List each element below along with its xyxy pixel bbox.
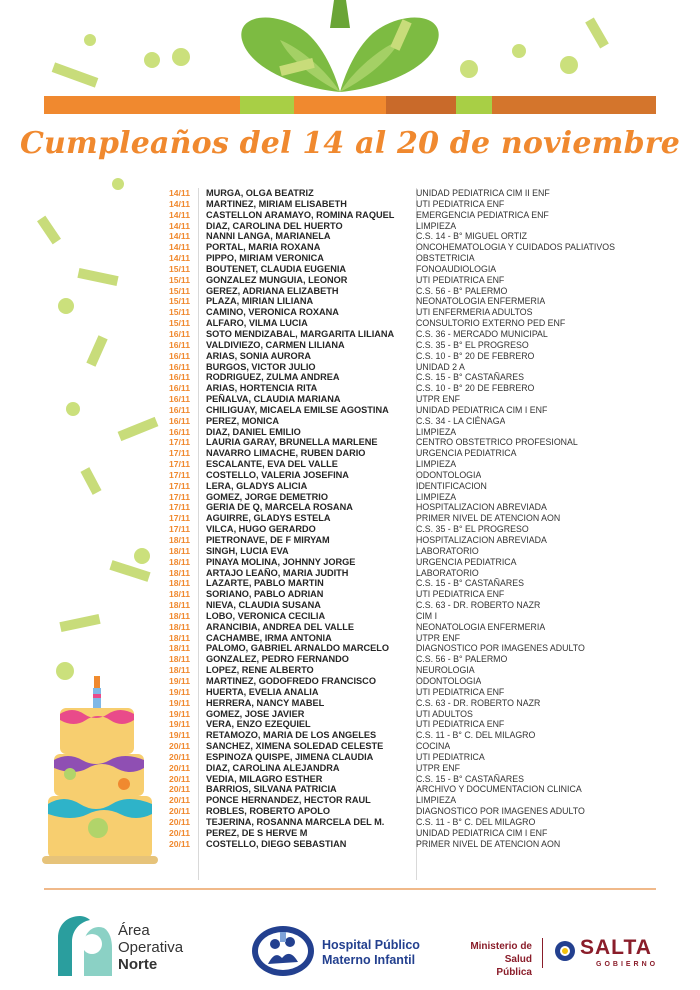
birthday-row bbox=[150, 828, 650, 839]
birthday-name: HERRERA, NANCY MABEL bbox=[206, 697, 325, 708]
birthday-name: MARTINEZ, MIRIAM ELISABETH bbox=[206, 198, 347, 209]
birthday-date: 16/11 bbox=[168, 328, 190, 339]
birthday-row bbox=[150, 741, 650, 752]
birthday-row bbox=[150, 210, 650, 221]
birthday-service: C.S. 36 - MERCADO MUNICIPAL bbox=[416, 328, 548, 339]
birthday-service: COCINA bbox=[416, 741, 451, 752]
birthday-name: HUERTA, EVELIA ANALIA bbox=[206, 686, 319, 697]
birthday-date: 18/11 bbox=[168, 556, 190, 567]
birthday-name: SINGH, LUCIA EVA bbox=[206, 545, 289, 556]
birthday-name: TEJERINA, ROSANNA MARCELA DEL M. bbox=[206, 816, 385, 827]
birthday-row bbox=[150, 362, 650, 373]
birthday-service: UTPR ENF bbox=[416, 394, 460, 405]
birthday-list bbox=[150, 188, 650, 849]
birthday-cake-icon bbox=[42, 676, 162, 866]
birthday-row bbox=[150, 448, 650, 459]
birthday-name: LERA, GLADYS ALICIA bbox=[206, 480, 308, 491]
birthday-row bbox=[150, 394, 650, 405]
birthday-name: VILCA, HUGO GERARDO bbox=[206, 524, 316, 535]
birthday-service: C.S. 11 - B° C. DEL MILAGRO bbox=[416, 730, 536, 741]
birthday-date: 20/11 bbox=[168, 816, 190, 827]
ministry-line-1: Ministerio de bbox=[470, 941, 532, 952]
birthday-service: UTI PEDIATRICA ENF bbox=[416, 589, 505, 600]
birthday-name: ARIAS, SONIA AURORA bbox=[206, 350, 311, 361]
birthday-row bbox=[150, 535, 650, 546]
birthday-date: 15/11 bbox=[168, 318, 190, 329]
birthday-service: C.S. 56 - B° PALERMO bbox=[416, 654, 508, 665]
birthday-name: GOMEZ, JOSE JAVIER bbox=[206, 708, 305, 719]
birthday-row bbox=[150, 763, 650, 774]
birthday-row bbox=[150, 264, 650, 275]
gobierno-wordmark: GOBIERNO bbox=[596, 961, 659, 968]
birthday-row bbox=[150, 730, 650, 741]
page-title: Cumpleaños del 14 al 20 de noviembre bbox=[19, 126, 681, 161]
birthday-row bbox=[150, 296, 650, 307]
birthday-name: LAURIA GARAY, BRUNELLA MARLENE bbox=[206, 437, 378, 448]
birthday-row bbox=[150, 199, 650, 210]
birthday-row bbox=[150, 676, 650, 687]
birthday-row bbox=[150, 709, 650, 720]
birthday-date: 20/11 bbox=[168, 806, 190, 817]
hospital-logo-icon bbox=[250, 924, 316, 978]
birthday-name: NANNI LANGA, MARIANELA bbox=[206, 231, 331, 242]
birthday-date: 14/11 bbox=[168, 231, 190, 242]
birthday-row bbox=[150, 416, 650, 427]
birthday-row bbox=[150, 795, 650, 806]
birthday-date: 16/11 bbox=[168, 415, 190, 426]
confetti-strip bbox=[80, 467, 101, 495]
salta-wordmark: SALTA bbox=[580, 936, 652, 959]
birthday-name: DIAZ, CAROLINA ALEJANDRA bbox=[206, 762, 340, 773]
birthday-service: URGENCIA PEDIATRICA bbox=[416, 448, 517, 459]
birthday-date: 18/11 bbox=[168, 600, 190, 611]
birthday-row bbox=[150, 611, 650, 622]
birthday-name: GONZALEZ MUNGUIA, LEONOR bbox=[206, 274, 348, 285]
birthday-name: VEDIA, MILAGRO ESTHER bbox=[206, 773, 323, 784]
salta-sun-icon bbox=[554, 940, 576, 962]
birthday-row bbox=[150, 784, 650, 795]
birthday-service: ODONTOLOGIA bbox=[416, 675, 482, 686]
birthday-service: LIMPIEZA bbox=[416, 795, 457, 806]
birthday-date: 17/11 bbox=[168, 459, 190, 470]
birthday-row bbox=[150, 568, 650, 579]
birthday-name: COSTELLO, VALERIA JOSEFINA bbox=[206, 469, 349, 480]
confetti-dot bbox=[512, 44, 526, 58]
confetti-strip bbox=[59, 614, 100, 632]
birthday-name: PINAYA MOLINA, JOHNNY JORGE bbox=[206, 556, 356, 567]
birthday-date: 20/11 bbox=[168, 784, 190, 795]
birthday-service: UNIDAD PEDIATRICA CIM I ENF bbox=[416, 404, 548, 415]
birthday-service: URGENCIA PEDIATRICA bbox=[416, 556, 517, 567]
birthday-name: BURGOS, VICTOR JULIO bbox=[206, 361, 316, 372]
birthday-row bbox=[150, 242, 650, 253]
birthday-date: 20/11 bbox=[168, 827, 190, 838]
ministry-line-2: Salud Pública bbox=[496, 954, 532, 978]
birthday-name: BOUTENET, CLAUDIA EUGENIA bbox=[206, 263, 347, 274]
ministry-text bbox=[470, 940, 532, 979]
birthday-service: C.S. 10 - B° 20 DE FEBRERO bbox=[416, 383, 535, 394]
birthday-name: MARTINEZ, GODOFREDO FRANCISCO bbox=[206, 675, 376, 686]
birthday-service: LIMPIEZA bbox=[416, 459, 457, 470]
birthday-date: 15/11 bbox=[168, 274, 190, 285]
birthday-row bbox=[150, 437, 650, 448]
birthday-row bbox=[150, 513, 650, 524]
birthday-row bbox=[150, 578, 650, 589]
birthday-service: CENTRO OBSTETRICO PROFESIONAL bbox=[416, 437, 578, 448]
birthday-row bbox=[150, 275, 650, 286]
birthday-row bbox=[150, 470, 650, 481]
birthday-row bbox=[150, 188, 650, 199]
birthday-service: NEONATOLOGIA ENFERMERIA bbox=[416, 621, 546, 632]
birthday-date: 17/11 bbox=[168, 448, 190, 459]
birthday-row bbox=[150, 589, 650, 600]
birthday-row bbox=[150, 372, 650, 383]
birthday-name: PALOMO, GABRIEL ARNALDO MARCELO bbox=[206, 643, 390, 654]
birthday-date: 18/11 bbox=[168, 610, 190, 621]
area-operativa-logo-icon bbox=[54, 914, 114, 976]
birthday-service: PRIMER NIVEL DE ATENCION AON bbox=[416, 513, 561, 524]
birthday-service: UTPR ENF bbox=[416, 632, 460, 643]
confetti-dot bbox=[560, 56, 578, 74]
birthday-service: HOSPITALIZACION ABREVIADA bbox=[416, 535, 547, 545]
birthday-name: BARRIOS, SILVANA PATRICIA bbox=[206, 784, 337, 795]
birthday-row bbox=[150, 318, 650, 329]
birthday-row bbox=[150, 687, 650, 698]
birthday-service: CIM I bbox=[416, 610, 438, 621]
birthday-service: UTI PEDIATRICA bbox=[416, 751, 485, 762]
birthday-date: 19/11 bbox=[168, 686, 190, 697]
birthday-date: 15/11 bbox=[168, 263, 190, 274]
birthday-row bbox=[150, 774, 650, 785]
birthday-date: 19/11 bbox=[168, 697, 190, 708]
birthday-service: UTI PEDIATRICA ENF bbox=[416, 686, 505, 697]
area-line-2: Operativa bbox=[118, 939, 184, 956]
birthday-date: 19/11 bbox=[168, 730, 190, 741]
area-line-1: Área bbox=[118, 922, 150, 939]
birthday-date: 14/11 bbox=[168, 253, 190, 264]
birthday-service: UTI ENFERMERIA ADULTOS bbox=[416, 307, 533, 318]
birthday-name: ARTAJO LEAÑO, MARIA JUDITH bbox=[206, 567, 349, 578]
birthday-date: 19/11 bbox=[168, 719, 190, 730]
birthday-service: NEONATOLOGIA ENFERMERIA bbox=[416, 296, 546, 307]
confetti-dot bbox=[460, 60, 478, 78]
birthday-row bbox=[150, 654, 650, 665]
birthday-name: NAVARRO LIMACHE, RUBEN DARIO bbox=[206, 448, 366, 459]
birthday-service: LIMPIEZA bbox=[416, 220, 457, 231]
birthday-service: UTI PEDIATRICA ENF bbox=[416, 198, 505, 209]
birthday-date: 20/11 bbox=[168, 838, 190, 849]
birthday-row bbox=[150, 340, 650, 351]
hospital-logo-text bbox=[322, 938, 420, 968]
birthday-name: SANCHEZ, XIMENA SOLEDAD CELESTE bbox=[206, 741, 384, 752]
birthday-row bbox=[150, 817, 650, 828]
birthday-service: UTI ADULTOS bbox=[416, 708, 473, 719]
birthday-service: UNIDAD PEDIATRICA CIM I ENF bbox=[416, 827, 548, 838]
birthday-date: 18/11 bbox=[168, 665, 190, 676]
birthday-date: 15/11 bbox=[168, 285, 190, 296]
birthday-row bbox=[150, 221, 650, 232]
footer-divider bbox=[44, 888, 656, 890]
birthday-service: LABORATORIO bbox=[416, 567, 479, 578]
birthday-row bbox=[150, 253, 650, 264]
birthday-date: 16/11 bbox=[168, 404, 190, 415]
birthday-name: ESCALANTE, EVA DEL VALLE bbox=[206, 459, 338, 470]
gift-bow-icon bbox=[230, 0, 450, 100]
birthday-date: 14/11 bbox=[168, 198, 190, 209]
birthday-name: CHILIGUAY, MICAELA EMILSE AGOSTINA bbox=[206, 404, 389, 415]
area-line-3: Norte bbox=[118, 956, 158, 973]
birthday-service: FONOAUDIOLOGIA bbox=[416, 263, 497, 274]
birthday-service: C.S. 10 - B° 20 DE FEBRERO bbox=[416, 350, 535, 361]
birthday-date: 17/11 bbox=[168, 437, 190, 448]
birthday-service: UNIDAD 2 A bbox=[416, 361, 465, 372]
birthday-row bbox=[150, 546, 650, 557]
birthday-name: ALFARO, VILMA LUCIA bbox=[206, 318, 308, 329]
hospital-line-1: Hospital Público bbox=[322, 938, 420, 952]
birthday-row bbox=[150, 698, 650, 709]
birthday-row bbox=[150, 405, 650, 416]
area-logo-text bbox=[118, 922, 183, 973]
birthday-service: ONCOHEMATOLOGIA Y CUIDADOS PALIATIVOS bbox=[416, 242, 615, 253]
birthday-date: 18/11 bbox=[168, 545, 190, 556]
birthday-row bbox=[150, 524, 650, 535]
birthday-date: 18/11 bbox=[168, 578, 190, 589]
birthday-service: HOSPITALIZACION ABREVIADA bbox=[416, 502, 547, 513]
birthday-date: 17/11 bbox=[168, 502, 190, 513]
birthday-name: ARIAS, HORTENCIA RITA bbox=[206, 383, 318, 394]
confetti-strip bbox=[37, 216, 61, 245]
birthday-name: VALDIVIEZO, CARMEN LILIANA bbox=[206, 339, 345, 350]
birthday-name: LOBO, VERONICA CECILIA bbox=[206, 610, 326, 621]
birthday-date: 20/11 bbox=[168, 773, 190, 784]
birthday-name: LAZARTE, PABLO MARTIN bbox=[206, 578, 324, 589]
birthday-date: 16/11 bbox=[168, 361, 190, 372]
birthday-date: 16/11 bbox=[168, 372, 190, 383]
birthday-name: CACHAMBE, IRMA ANTONIA bbox=[206, 632, 332, 643]
birthday-row bbox=[150, 752, 650, 763]
birthday-date: 16/11 bbox=[168, 426, 190, 437]
ministry-separator bbox=[542, 938, 543, 968]
birthday-service: C.S. 15 - B° CASTAÑARES bbox=[416, 773, 524, 784]
birthday-date: 17/11 bbox=[168, 469, 190, 480]
confetti-dot bbox=[84, 34, 96, 46]
birthday-service: CONSULTORIO EXTERNO PED ENF bbox=[416, 318, 566, 329]
confetti-strip bbox=[585, 18, 609, 49]
birthday-service: DIAGNOSTICO POR IMAGENES ADULTO bbox=[416, 643, 585, 654]
birthday-name: GONZALEZ, PEDRO FERNANDO bbox=[206, 654, 349, 665]
birthday-name: GEREZ, ADRIANA ELIZABETH bbox=[206, 285, 339, 296]
birthday-row bbox=[150, 492, 650, 503]
birthday-service: UTPR ENF bbox=[416, 762, 460, 773]
birthday-service: EMERGENCIA PEDIATRICA ENF bbox=[416, 209, 549, 220]
birthday-row bbox=[150, 839, 650, 850]
confetti-dot bbox=[58, 298, 74, 314]
confetti-strip bbox=[77, 268, 118, 286]
birthday-name: PEÑALVA, CLAUDIA MARIANA bbox=[206, 394, 341, 405]
birthday-name: SORIANO, PABLO ADRIAN bbox=[206, 589, 324, 600]
birthday-row bbox=[150, 600, 650, 611]
birthday-row bbox=[150, 719, 650, 730]
birthday-service: LIMPIEZA bbox=[416, 426, 457, 437]
birthday-date: 16/11 bbox=[168, 394, 190, 405]
gift-ribbon-band bbox=[44, 96, 656, 114]
birthday-name: ROBLES, ROBERTO APOLO bbox=[206, 806, 331, 817]
birthday-name: CAMINO, VERONICA ROXANA bbox=[206, 307, 339, 318]
birthday-date: 19/11 bbox=[168, 708, 190, 719]
birthday-service: C.S. 56 - B° PALERMO bbox=[416, 285, 508, 296]
confetti-dot bbox=[172, 48, 190, 66]
birthday-name: NIEVA, CLAUDIA SUSANA bbox=[206, 600, 321, 611]
birthday-date: 15/11 bbox=[168, 296, 190, 307]
birthday-row bbox=[150, 481, 650, 492]
birthday-name: GOMEZ, JORGE DEMETRIO bbox=[206, 491, 328, 502]
birthday-service: NEUROLOGIA bbox=[416, 665, 475, 676]
birthday-name: PEREZ, MONICA bbox=[206, 415, 279, 426]
confetti-strip bbox=[52, 62, 99, 87]
birthday-date: 16/11 bbox=[168, 383, 190, 394]
birthday-date: 17/11 bbox=[168, 524, 190, 535]
birthday-row bbox=[150, 557, 650, 568]
birthday-name: LOPEZ, RENE ALBERTO bbox=[206, 665, 314, 676]
confetti-dot bbox=[66, 402, 80, 416]
birthday-service: C.S. 63 - DR. ROBERTO NAZR bbox=[416, 697, 541, 708]
birthday-name: ESPINOZA QUISPE, JIMENA CLAUDIA bbox=[206, 751, 374, 762]
confetti-dot bbox=[112, 178, 124, 190]
birthday-date: 18/11 bbox=[168, 589, 190, 600]
birthday-service: C.S. 14 - B° MIGUEL ORTIZ bbox=[416, 231, 528, 242]
birthday-date: 18/11 bbox=[168, 621, 190, 632]
birthday-name: VERA, ENZO EZEQUIEL bbox=[206, 719, 311, 730]
birthday-row bbox=[150, 383, 650, 394]
birthday-service: C.S. 35 - B° EL PROGRESO bbox=[416, 339, 529, 350]
birthday-service: UTI PEDIATRICA ENF bbox=[416, 719, 505, 730]
birthday-service: ODONTOLOGIA bbox=[416, 469, 482, 480]
birthday-service: C.S. 35 - B° EL PROGRESO bbox=[416, 524, 529, 535]
birthday-service: UTI PEDIATRICA ENF bbox=[416, 274, 505, 285]
birthday-date: 18/11 bbox=[168, 632, 190, 643]
birthday-service: LABORATORIO bbox=[416, 545, 479, 556]
birthday-date: 20/11 bbox=[168, 741, 190, 752]
birthday-name: PIPPO, MIRIAM VERONICA bbox=[206, 253, 324, 264]
birthday-service: IDENTIFICACION bbox=[416, 480, 487, 491]
birthday-date: 15/11 bbox=[168, 307, 190, 318]
birthday-date: 16/11 bbox=[168, 339, 190, 350]
birthday-name: MURGA, OLGA BEATRIZ bbox=[206, 188, 314, 198]
birthday-service: LIMPIEZA bbox=[416, 491, 457, 502]
birthday-service: PRIMER NIVEL DE ATENCION AON bbox=[416, 838, 561, 849]
birthday-service: C.S. 63 - DR. ROBERTO NAZR bbox=[416, 600, 541, 611]
birthday-date: 14/11 bbox=[168, 188, 190, 198]
birthday-row bbox=[150, 643, 650, 654]
birthday-name: PIETRONAVE, DE F MIRYAM bbox=[206, 535, 330, 545]
birthday-date: 18/11 bbox=[168, 643, 190, 654]
birthday-name: RODRIGUEZ, ZULMA ANDREA bbox=[206, 372, 340, 383]
birthday-service: OBSTETRICIA bbox=[416, 253, 475, 264]
birthday-row bbox=[150, 231, 650, 242]
birthday-service: DIAGNOSTICO POR IMAGENES ADULTO bbox=[416, 806, 585, 817]
birthday-row bbox=[150, 502, 650, 513]
birthday-date: 18/11 bbox=[168, 535, 190, 545]
birthday-row bbox=[150, 622, 650, 633]
birthday-name: ARANCIBIA, ANDREA DEL VALLE bbox=[206, 621, 355, 632]
footer bbox=[0, 900, 700, 990]
birthday-date: 17/11 bbox=[168, 480, 190, 491]
birthday-date: 17/11 bbox=[168, 491, 190, 502]
birthday-row bbox=[150, 427, 650, 438]
birthday-row bbox=[150, 286, 650, 297]
birthday-date: 18/11 bbox=[168, 567, 190, 578]
birthday-name: COSTELLO, DIEGO SEBASTIAN bbox=[206, 838, 347, 849]
birthday-service: C.S. 15 - B° CASTAÑARES bbox=[416, 372, 524, 383]
birthday-date: 20/11 bbox=[168, 762, 190, 773]
birthday-date: 17/11 bbox=[168, 513, 190, 524]
birthday-service: ARCHIVO Y DOCUMENTACION CLINICA bbox=[416, 784, 582, 795]
birthday-date: 18/11 bbox=[168, 654, 190, 665]
birthday-service: C.S. 34 - LA CIÉNAGA bbox=[416, 415, 506, 426]
birthday-row bbox=[150, 665, 650, 676]
birthday-service: UNIDAD PEDIATRICA CIM II ENF bbox=[416, 188, 550, 198]
birthday-date: 19/11 bbox=[168, 675, 190, 686]
confetti-dot bbox=[144, 52, 160, 68]
birthday-service: C.S. 11 - B° C. DEL MILAGRO bbox=[416, 816, 536, 827]
birthday-name: PONCE HERNANDEZ, HECTOR RAUL bbox=[206, 795, 371, 806]
birthday-date: 14/11 bbox=[168, 220, 190, 231]
confetti-strip bbox=[86, 335, 107, 366]
birthday-date: 20/11 bbox=[168, 795, 190, 806]
confetti-dot bbox=[134, 548, 150, 564]
birthday-service: C.S. 15 - B° CASTAÑARES bbox=[416, 578, 524, 589]
birthday-name: CASTELLON ARAMAYO, ROMINA RAQUEL bbox=[206, 209, 395, 220]
birthday-name: DIAZ, CAROLINA DEL HUERTO bbox=[206, 220, 343, 231]
hospital-line-2: Materno Infantil bbox=[322, 953, 416, 967]
birthday-name: DIAZ, DANIEL EMILIO bbox=[206, 426, 301, 437]
birthday-name: PLAZA, MIRIAN LILIANA bbox=[206, 296, 314, 307]
birthday-name: PORTAL, MARIA ROXANA bbox=[206, 242, 321, 253]
birthday-date: 14/11 bbox=[168, 242, 190, 253]
birthday-date: 16/11 bbox=[168, 350, 190, 361]
birthday-row bbox=[150, 633, 650, 644]
birthday-row bbox=[150, 459, 650, 470]
birthday-name: RETAMOZO, MARIA DE LOS ANGELES bbox=[206, 730, 377, 741]
birthday-row bbox=[150, 329, 650, 340]
birthday-date: 14/11 bbox=[168, 209, 190, 220]
birthday-date: 20/11 bbox=[168, 751, 190, 762]
birthday-name: SOTO MENDIZABAL, MARGARITA LILIANA bbox=[206, 328, 395, 339]
birthday-name: PEREZ, DE S HERVE M bbox=[206, 827, 308, 838]
birthday-row bbox=[150, 806, 650, 817]
birthday-name: AGUIRRE, GLADYS ESTELA bbox=[206, 513, 331, 524]
birthday-row bbox=[150, 351, 650, 362]
birthday-name: GERIA DE Q, MARCELA ROSANA bbox=[206, 502, 353, 513]
birthday-row bbox=[150, 307, 650, 318]
